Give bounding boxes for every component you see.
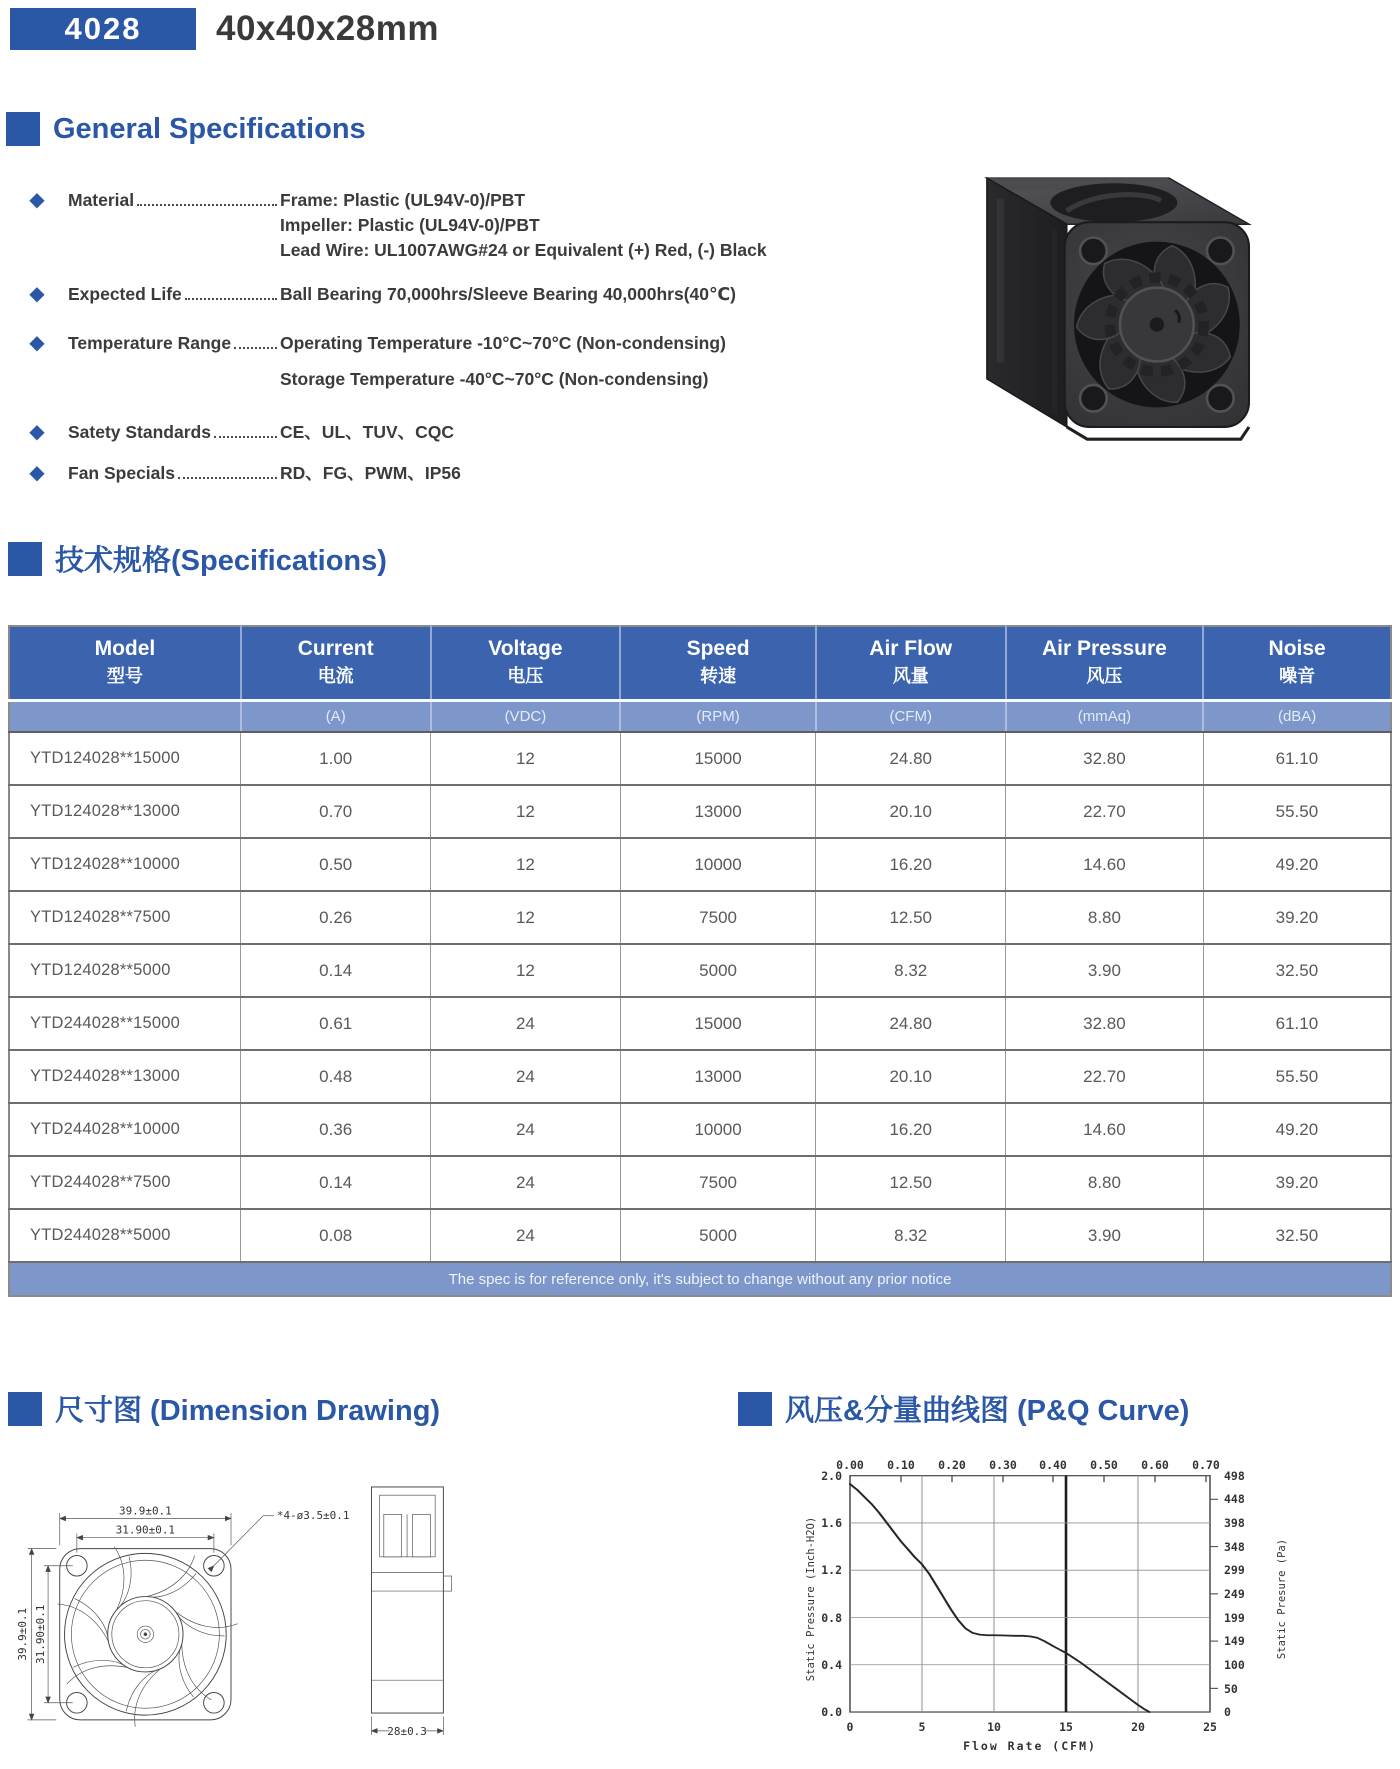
col-header-airflow: Air Flow 风量 [816,626,1006,701]
cell-airflow: 12.50 [816,891,1006,944]
cell-model: YTD124028**5000 [9,944,241,997]
dimension-drawing-section [8,1388,678,1766]
unit-cell: (A) [241,701,431,733]
cell-model: YTD244028**13000 [9,1050,241,1103]
spec-label: Material [68,190,135,210]
cell-voltage: 24 [431,1156,621,1209]
diamond-bullet-icon: ◆ [29,332,45,354]
cell-airflow: 20.10 [816,785,1006,838]
y-left-tick: 0.8 [821,1611,842,1625]
cell-current: 1.00 [241,732,431,785]
page-title: 40x40x28mm [216,9,439,48]
cell-voltage: 12 [431,785,621,838]
y-left-axis-title: Static Pressure (Inch-H2O) [805,1516,817,1682]
dim-label-left-inner: 31.90±0.1 [33,1604,47,1664]
spec-label: Expected Life [68,284,182,304]
table-row [9,785,1391,838]
unit-cell: (CFM) [816,701,1006,733]
cell-noise: 32.50 [1203,944,1391,997]
y-right-tick: 398 [1224,1516,1245,1530]
cell-voltage: 12 [431,838,621,891]
cell-model: YTD244028**7500 [9,1156,241,1209]
spec-value: CE、UL、TUV、CQC [280,422,455,442]
cell-airpressure: 8.80 [1006,891,1204,944]
cell-airflow: 20.10 [816,1050,1006,1103]
unit-cell: (dBA) [1203,701,1391,733]
cell-current: 0.36 [241,1103,431,1156]
table-row [9,1209,1391,1262]
section-title: 技术规格(Specifications) [55,545,387,577]
y-right-tick: 149 [1224,1634,1245,1648]
cell-noise: 61.10 [1203,732,1391,785]
cell-speed: 7500 [620,1156,816,1209]
specifications-section [8,538,1392,1297]
dimension-drawing-svg [8,1439,478,1761]
table-row [9,1156,1391,1209]
table-units-row [9,701,1391,733]
cell-noise: 55.50 [1203,785,1391,838]
dim-label-left-outer: 39.9±0.1 [16,1607,30,1661]
y-right-tick: 249 [1224,1587,1245,1601]
cell-speed: 15000 [620,732,816,785]
x-axis-title: Flow Rate (CFM) [963,1739,1097,1753]
x-bottom-tick: 0 [846,1720,854,1734]
x-bottom-tick: 25 [1203,1720,1217,1734]
x-top-tick: 0.50 [1090,1458,1118,1472]
cell-current: 0.26 [241,891,431,944]
dotted-leader [178,461,277,479]
pq-chart [740,1439,1396,1762]
cell-noise: 61.10 [1203,997,1391,1050]
table-row [9,944,1391,997]
pq-chart-svg [740,1439,1360,1757]
cell-current: 0.14 [241,944,431,997]
cell-current: 0.48 [241,1050,431,1103]
table-footnote-row [9,1262,1391,1296]
x-top-tick: 0.30 [989,1458,1017,1472]
cell-airpressure: 32.80 [1006,997,1204,1050]
section-marker-icon [738,1392,772,1426]
spec-item-fan-specials [6,461,836,486]
section-marker-icon [8,542,42,576]
model-badge: 4028 [10,8,196,50]
y-right-tick: 50 [1224,1682,1238,1696]
cell-speed: 13000 [620,1050,816,1103]
cell-noise: 49.20 [1203,838,1391,891]
cell-voltage: 12 [431,944,621,997]
diamond-bullet-icon: ◆ [29,189,45,211]
dim-label-top-inner: 31.90±0.1 [115,1523,176,1537]
dotted-leader [214,420,277,438]
cell-model: YTD124028**13000 [9,785,241,838]
cell-model: YTD124028**10000 [9,838,241,891]
cell-speed: 10000 [620,1103,816,1156]
page-header [10,8,439,50]
cell-airflow: 16.20 [816,838,1006,891]
section-heading [8,1388,678,1429]
cell-airflow: 8.32 [816,944,1006,997]
table-row [9,1103,1391,1156]
cell-speed: 5000 [620,944,816,997]
cell-noise: 39.20 [1203,891,1391,944]
spec-value: RD、FG、PWM、IP56 [280,463,461,483]
cell-voltage: 24 [431,1209,621,1262]
section-marker-icon [8,1392,42,1426]
cell-current: 0.50 [241,838,431,891]
diamond-bullet-icon: ◆ [29,421,45,443]
spec-item-temperature-range [6,331,836,392]
spec-label: Satety Standards [68,422,211,442]
col-header-model: Model 型号 [9,626,241,701]
unit-cell: (mmAq) [1006,701,1204,733]
section-title: General Specifications [53,112,366,145]
col-header-speed: Speed 转速 [620,626,816,701]
y-left-tick: 2.0 [821,1469,842,1483]
y-left-tick: 0.0 [821,1705,842,1719]
cell-model: YTD244028**5000 [9,1209,241,1262]
general-specifications-section [6,112,836,505]
cell-airflow: 24.80 [816,732,1006,785]
cell-model: YTD244028**15000 [9,997,241,1050]
cell-voltage: 12 [431,732,621,785]
table-row [9,1050,1391,1103]
dimension-drawing [8,1439,678,1766]
x-top-tick: 0.70 [1192,1458,1220,1472]
cell-airflow: 16.20 [816,1103,1006,1156]
col-header-noise: Noise 噪音 [1203,626,1391,701]
cell-airpressure: 22.70 [1006,1050,1204,1103]
cell-current: 0.14 [241,1156,431,1209]
unit-cell: (VDC) [431,701,621,733]
fan-photo-illustration [902,86,1252,516]
y-left-tick: 1.6 [821,1516,842,1530]
diamond-bullet-icon: ◆ [29,462,45,484]
cell-voltage: 24 [431,997,621,1050]
x-bottom-tick: 5 [918,1720,926,1734]
cell-airflow: 24.80 [816,997,1006,1050]
diamond-bullet-icon: ◆ [29,283,45,305]
spec-value: Ball Bearing 70,000hrs/Sleeve Bearing 40,000hrs(40℃) [280,284,737,304]
cell-speed: 10000 [620,838,816,891]
pq-curve-section [710,1388,1396,1762]
x-bottom-tick: 15 [1059,1720,1073,1734]
cell-voltage: 24 [431,1050,621,1103]
x-bottom-tick: 10 [987,1720,1001,1734]
y-left-tick: 1.2 [821,1563,842,1577]
y-right-tick: 448 [1224,1492,1245,1506]
section-heading [6,112,836,146]
dim-label-depth: 28±0.3 [387,1724,427,1738]
table-header-row [9,626,1391,701]
dim-label-holes: *4-ø3.5±0.1 [276,1509,350,1523]
section-heading [738,1388,1396,1429]
y-right-tick: 348 [1224,1540,1245,1554]
dotted-leader [234,331,277,349]
dotted-leader [185,282,277,300]
cell-noise: 39.20 [1203,1156,1391,1209]
section-title: 风压&分量曲线图 (P&Q Curve) [785,1395,1190,1427]
cell-current: 0.61 [241,997,431,1050]
y-right-tick: 199 [1224,1611,1245,1625]
x-top-tick: 0.40 [1039,1458,1067,1472]
x-top-tick: 0.60 [1141,1458,1169,1472]
table-row [9,997,1391,1050]
cell-airpressure: 32.80 [1006,732,1204,785]
y-right-tick: 299 [1224,1563,1245,1577]
cell-speed: 5000 [620,1209,816,1262]
spec-item-expected-life [6,282,836,307]
spec-label: Temperature Range [68,333,232,353]
cell-model: YTD124028**7500 [9,891,241,944]
cell-voltage: 24 [431,1103,621,1156]
col-header-airpressure: Air Pressure 风压 [1006,626,1204,701]
cell-model: YTD124028**15000 [9,732,241,785]
section-heading [8,538,1392,579]
spec-value: Storage Temperature -40°C~70°C (Non-condensing) [280,369,709,389]
cell-current: 0.08 [241,1209,431,1262]
cell-speed: 7500 [620,891,816,944]
cell-voltage: 12 [431,891,621,944]
y-right-tick: 498 [1224,1469,1245,1483]
col-header-current: Current 电流 [241,626,431,701]
cell-noise: 32.50 [1203,1209,1391,1262]
cell-model: YTD244028**10000 [9,1103,241,1156]
cell-airpressure: 22.70 [1006,785,1204,838]
spec-table [8,625,1392,1297]
cell-airpressure: 8.80 [1006,1156,1204,1209]
cell-airflow: 12.50 [816,1156,1006,1209]
table-row [9,891,1391,944]
spec-item-safety-standards [6,420,836,445]
cell-noise: 55.50 [1203,1050,1391,1103]
dim-label-top-outer: 39.9±0.1 [118,1504,172,1518]
spec-value: Operating Temperature -10°C~70°C (Non-condensing) [280,333,726,353]
table-row [9,732,1391,785]
cell-noise: 49.20 [1203,1103,1391,1156]
x-bottom-tick: 20 [1131,1720,1145,1734]
cell-airpressure: 14.60 [1006,838,1204,891]
y-right-axis-title: Static Presure (Pa) [1276,1538,1288,1660]
x-top-tick: 0.20 [938,1458,966,1472]
col-header-voltage: Voltage 电压 [431,626,621,701]
dotted-leader [137,188,277,206]
y-right-tick: 0 [1224,1705,1231,1719]
spec-list [6,188,836,486]
table-footnote: The spec is for reference only, it's subject to change without any prior notice [9,1262,1391,1296]
x-top-tick: 0.10 [887,1458,915,1472]
spec-value: Impeller: Plastic (UL94V-0)/PBT [280,215,540,235]
cell-current: 0.70 [241,785,431,838]
y-right-tick: 100 [1224,1658,1245,1672]
spec-value: Lead Wire: UL1007AWG#24 or Equivalent (+) Red, (-) Black [280,240,767,260]
spec-value: Frame: Plastic (UL94V-0)/PBT [280,190,526,210]
section-title: 尺寸图 (Dimension Drawing) [55,1395,441,1427]
y-left-tick: 0.4 [821,1658,842,1672]
section-marker-icon [6,112,40,146]
spec-label: Fan Specials [68,463,175,483]
cell-airpressure: 14.60 [1006,1103,1204,1156]
spec-item-material [6,188,836,263]
unit-cell: (RPM) [620,701,816,733]
x-top-tick: 0.00 [836,1458,864,1472]
cell-airflow: 8.32 [816,1209,1006,1262]
cell-airpressure: 3.90 [1006,1209,1204,1262]
cell-speed: 15000 [620,997,816,1050]
table-row [9,838,1391,891]
fan-product-photo [902,86,1252,516]
cell-airpressure: 3.90 [1006,944,1204,997]
cell-speed: 13000 [620,785,816,838]
unit-cell [9,701,241,733]
